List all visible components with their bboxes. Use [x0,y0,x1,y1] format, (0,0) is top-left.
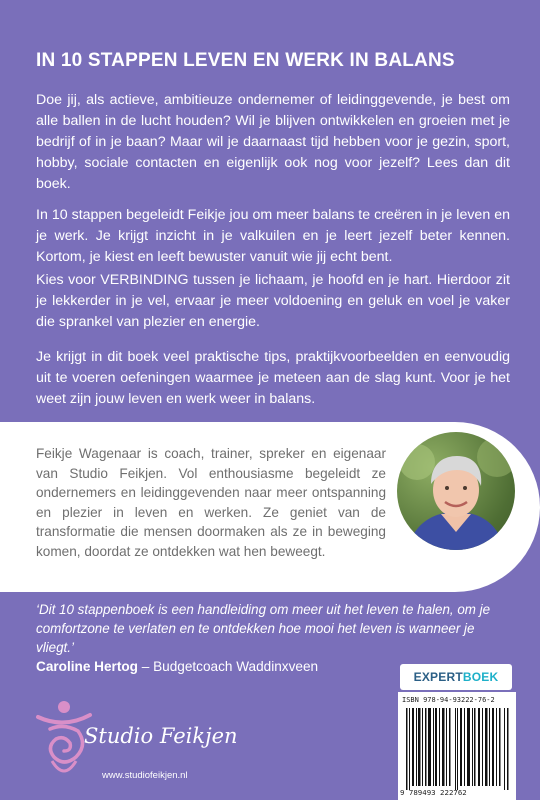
description-paragraph-1: Doe jij, als actieve, ambitieuze ondernemer of leidinggevende, je best om alle ballen in de lucht houden? Wil je blijven ontwikkelen en groeien met je bedrijf of in je baan? Maar wil je daarnaast tijd hebben voor je gezin, sport, hobby, sociale contacten en eigenlijk ook nog voor jezelf? Lees dan dit boek. [36,92,510,192]
author-bio: Feikje Wagenaar is coach, trainer, spreker en eigenaar van Studio Feikjen. Vol enthousiasme begeleidt ze ondernemers en leidinggevenden naar meer ontspanning en plezier in leven en werken. Ze geniet van de transformatie die mensen doormaken als ze in beweging komen, doordat ze ontdekken wat hen beweegt. [36,446,386,559]
barcode-number: 9 789493 222762 [400,788,467,797]
logo-website: www.studiofeikjen.nl [102,770,188,781]
barcode-icon [404,708,510,790]
isbn-text: ISBN 978-94-93222-76-2 [402,696,495,704]
description-paragraph-3: Kies voor VERBINDING tussen je lichaam, je hoofd en je hart. Hierdoor zit je lekkerder in je vel, ervaar je meer voldoening en geluk en voel je vaker die sprankel van plezier en energie. [36,272,510,330]
testimonial-quote: ‘Dit 10 stappenboek is een handleiding om meer uit het leven te halen, om je comfortzone te verlaten en te ontdekken hoe mooi het leven is wanneer je vliegt.’ [36,602,491,655]
logo-wordmark: Studio Feikjen [84,724,238,748]
testimonial-author [36,659,318,674]
publisher-logo [400,664,512,690]
book-title: IN 10 STAPPEN LEVEN EN WERK IN BALANS [36,50,455,71]
publisher-prefix: EXPERT [413,670,463,684]
author-portrait-image [397,432,515,550]
author-photo [397,432,515,550]
testimonial-author-role: – Budgetcoach Waddinxveen [141,659,319,674]
description-paragraph-4: Je krijgt in dit boek veel praktische tips, praktijkvoorbeelden en eenvoudig uit te voeren oefeningen waarmee je meteen aan de slag kunt. Voor je het weet zijn jouw leven en werk weer in balans. [36,349,510,407]
description-paragraph-2: In 10 stappen begeleidt Feikje jou om meer balans te creëren in je leven en je werk. Je krijgt inzicht in je valkuilen en je leert jezelf beter kennen. Kortom, je kiest en leeft bewuster vanuit wie jij echt bent. [36,207,510,265]
testimonial-author-name: Caroline Hertog [36,659,138,674]
publisher-suffix: BOEK [462,670,499,684]
